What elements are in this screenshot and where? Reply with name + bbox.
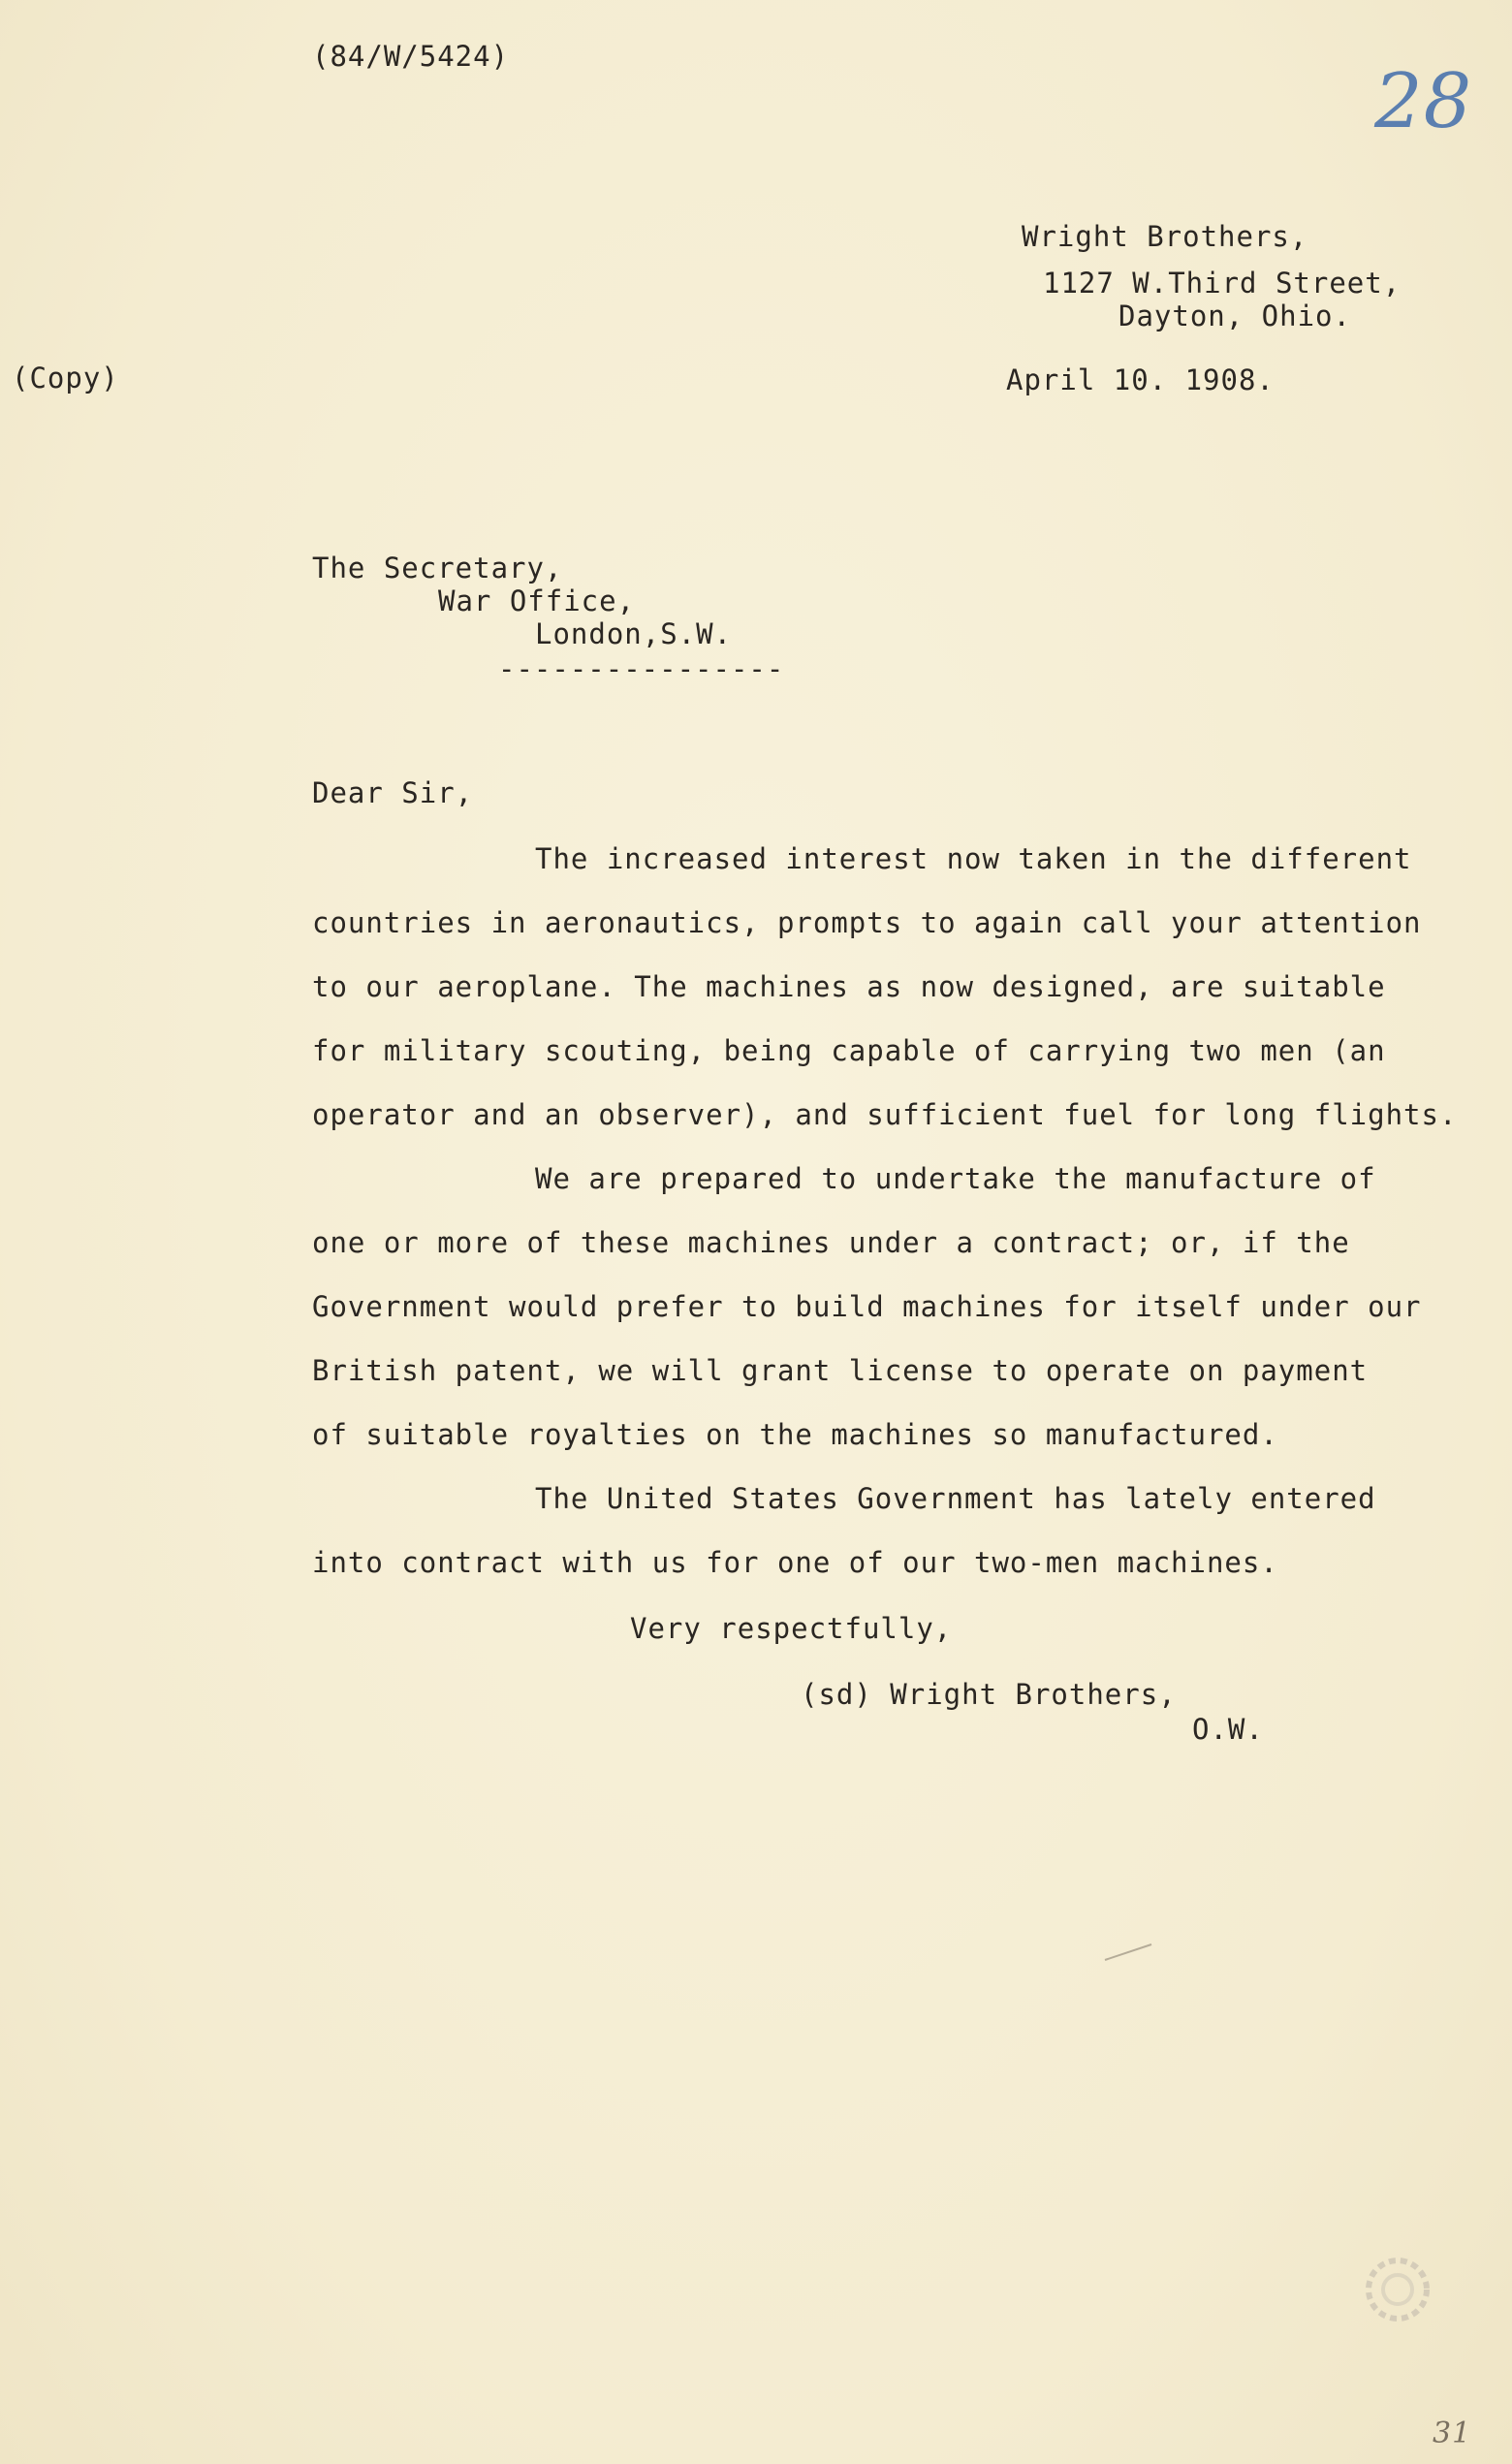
body-line: We are prepared to undertake the manufacture of <box>535 1162 1376 1195</box>
copy-label: (Copy) <box>12 362 119 395</box>
salutation: Dear Sir, <box>312 776 474 809</box>
body-line: The United States Government has lately entered <box>535 1482 1376 1515</box>
body-line: of suitable royalties on the machines so manufactured. <box>312 1418 1278 1451</box>
sender-city: Dayton, Ohio. <box>1118 300 1351 332</box>
closing: Very respectfully, <box>630 1612 953 1645</box>
body-line: for military scouting, being capable of carrying two men (an <box>312 1034 1386 1067</box>
body-line: The increased interest now taken in the different <box>535 842 1412 875</box>
body-line: countries in aeronautics, prompts to again call your attention <box>312 906 1422 939</box>
signer-initials: O.W. <box>1192 1713 1264 1746</box>
body-line: one or more of these machines under a contract; or, if the <box>312 1226 1350 1259</box>
letter-date: April 10. 1908. <box>1006 363 1275 396</box>
page-number: 31 <box>1433 2417 1472 2450</box>
reference-number: (84/W/5424) <box>312 40 510 73</box>
body-line: operator and an observer), and sufficient fuel for long flights. <box>312 1098 1458 1131</box>
folio-number: 28 <box>1374 58 1473 145</box>
body-line: to our aeroplane. The machines as now designed, are suitable <box>312 970 1386 1003</box>
sender-name: Wright Brothers, <box>1022 220 1308 253</box>
recipient-rule: ---------------- <box>498 652 785 685</box>
body-line: British patent, we will grant license to operate on payment <box>312 1354 1369 1387</box>
signature: (sd) Wright Brothers, <box>801 1678 1177 1711</box>
sender-street: 1127 W.Third Street, <box>1043 267 1402 300</box>
body-line: into contract with us for one of our two-men machines. <box>312 1546 1278 1579</box>
recipient-title: The Secretary, <box>312 552 563 584</box>
paper-marks-decoration <box>1095 1939 1464 2443</box>
body-line: Government would prefer to build machines for itself under our <box>312 1290 1422 1323</box>
recipient-city: London,S.W. <box>535 617 733 650</box>
recipient-office: War Office, <box>438 584 636 617</box>
